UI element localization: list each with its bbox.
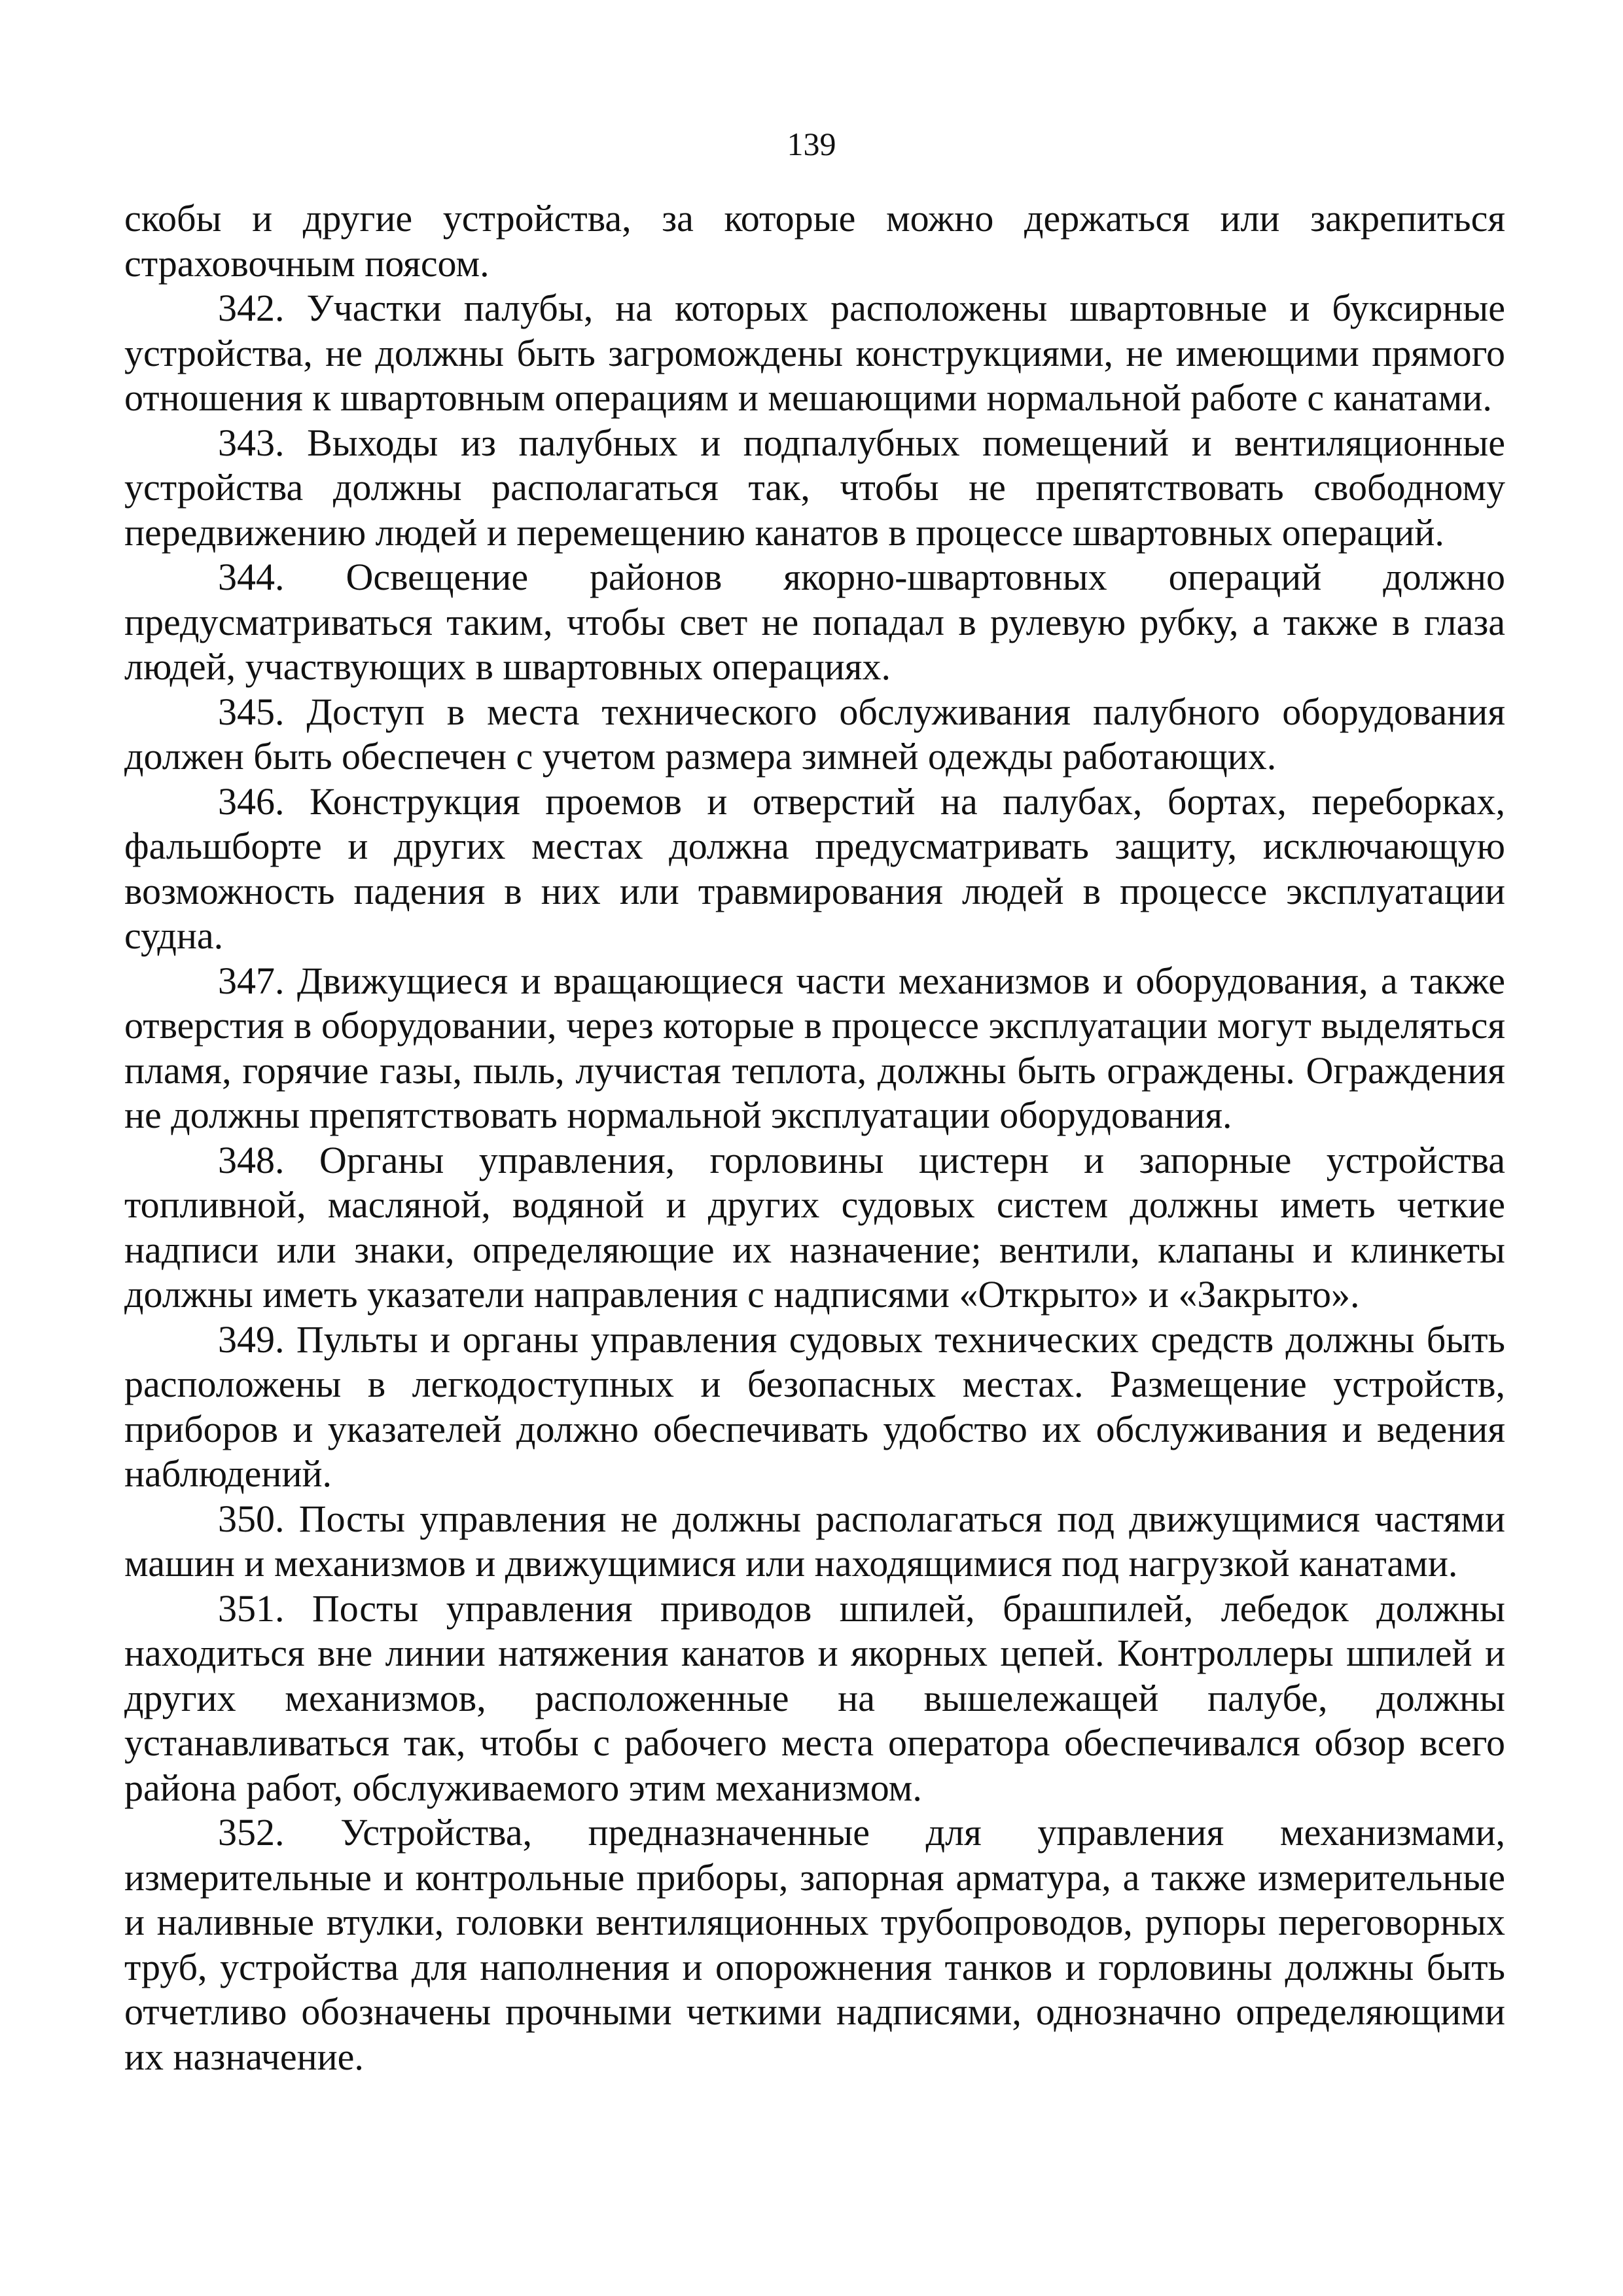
paragraph-continuation: скобы и другие устройства, за которые можно держаться или закрепиться страховочным поясом. (124, 197, 1505, 285)
paragraph-344: 344. Освещение районов якорно-швартовных операций должно предусматриваться таким, чтобы свет не попадал в рулевую рубку, а также в глаза людей, участвующих в швартовных операциях. (124, 556, 1505, 688)
paragraph-345: 345. Доступ в места технического обслуживания палубного оборудования должен быть обеспечен с учетом размера зимней одежды работающих. (124, 690, 1505, 778)
paragraph-342: 342. Участки палубы, на которых расположены швартовные и буксирные устройства, не должны быть загромождены конструкциями, не имеющими прямого отношения к швартовным операциям и мешающими нормальной работе с канатами. (124, 287, 1505, 419)
paragraph-347: 347. Движущиеся и вращающиеся части механизмов и оборудования, а также отверстия в оборудовании, через которые в процессе эксплуатации могут выделяться пламя, горячие газы, пыль, лучистая теплота, должны быть ограждены. Ограждения не должны препятствовать нормальной эксплуатации оборудования. (124, 959, 1505, 1136)
paragraph-351: 351. Посты управления приводов шпилей, брашпилей, лебедок должны находиться вне линии натяжения канатов и якорных цепей. Контроллеры шпилей и других механизмов, расположенные на вышележащей палубе, должны устанавливаться так, чтобы с рабочего места оператора обеспечивался обзор всего района работ, обслуживаемого этим механизмом. (124, 1587, 1505, 1809)
paragraph-348: 348. Органы управления, горловины цистерн и запорные устройства топливной, масляной, водяной и других судовых систем должны иметь четкие надписи или знаки, определяющие их назначение; вентили, клапаны и клинкеты должны иметь указатели направления с надписями «Открыто» и «Закрыто». (124, 1138, 1505, 1316)
paragraph-350: 350. Посты управления не должны располагаться под движущимися частями машин и механизмов и движущимися или находящимися под нагрузкой канатами. (124, 1497, 1505, 1585)
paragraph-346: 346. Конструкция проемов и отверстий на палубах, бортах, переборках, фальшборте и других местах должна предусматривать защиту, исключающую возможность падения в них или травмирования людей в процессе эксплуатации судна. (124, 780, 1505, 957)
paragraph-352: 352. Устройства, предназначенные для управления механизмами, измерительные и контрольные приборы, запорная арматура, а также измерительные и наливные втулки, головки вентиляционных трубопроводов, рупоры переговорных труб, устройства для наполнения и опорожнения танков и горловины должны быть отчетливо обозначены прочными четкими надписями, однозначно определяющими их назначение. (124, 1811, 1505, 2078)
document-body (124, 196, 1505, 2079)
paragraph-349: 349. Пульты и органы управления судовых технических средств должны быть расположены в легкодоступных и безопасных местах. Размещение устройств, приборов и указателей должно обеспечивать удобство их обслуживания и ведения наблюдений. (124, 1318, 1505, 1495)
page-number: 139 (787, 126, 836, 162)
paragraph-343: 343. Выходы из палубных и подпалубных помещений и вентиляционные устройства должны располагаться так, чтобы не препятствовать свободному передвижению людей и перемещению канатов в процессе швартовных операций. (124, 421, 1505, 554)
